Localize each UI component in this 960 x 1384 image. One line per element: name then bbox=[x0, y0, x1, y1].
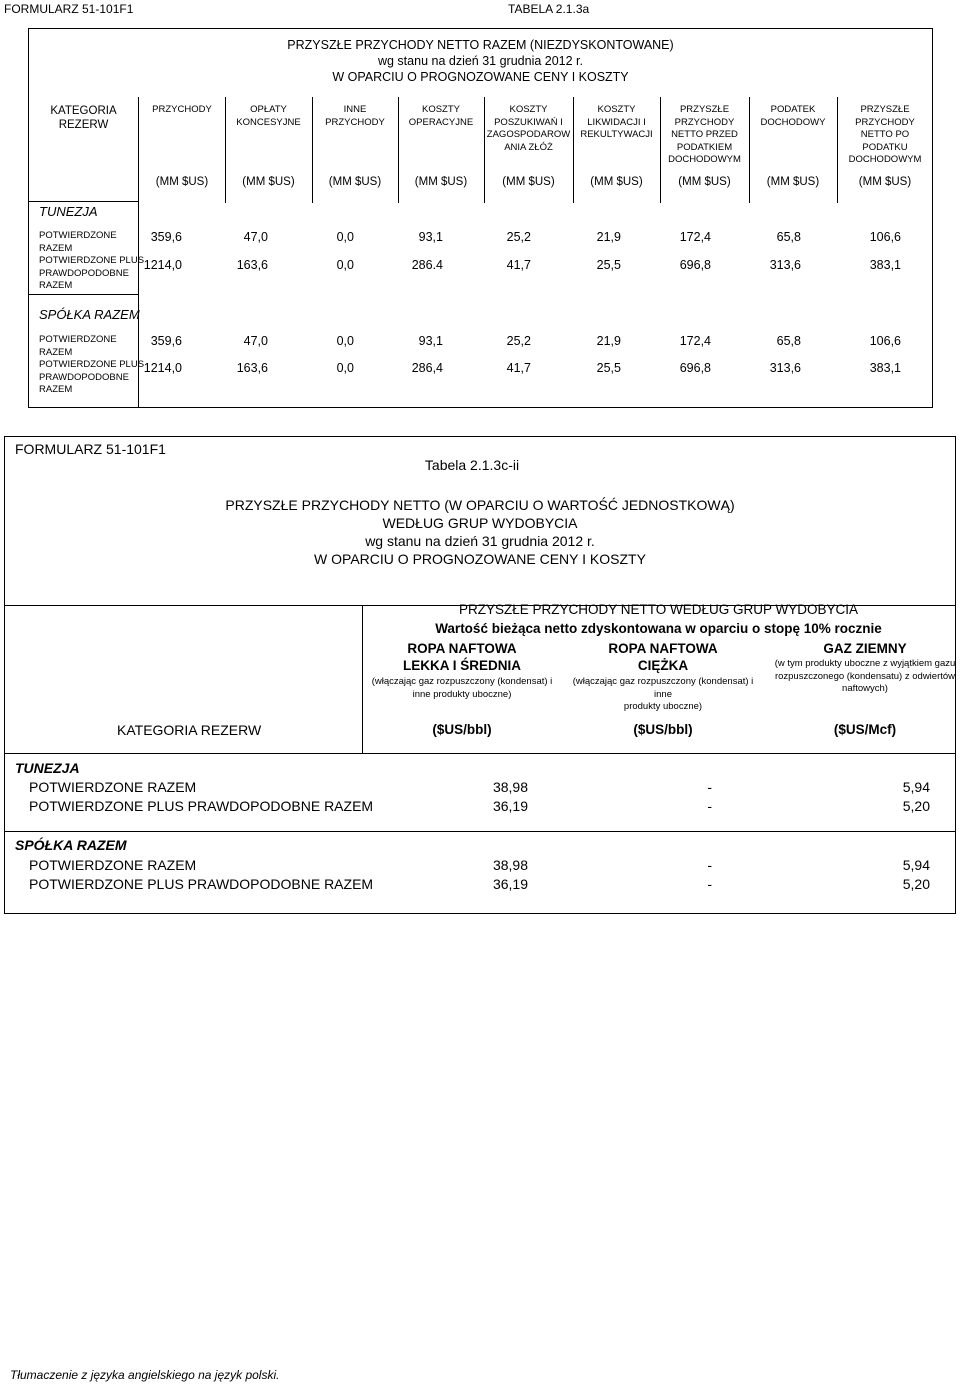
value-cell: 36,19 bbox=[492, 798, 528, 814]
value-cell: 5,94 bbox=[902, 779, 930, 795]
value-cell: 25,5 bbox=[596, 258, 621, 272]
column-title-line: ROPA NAFTOWA bbox=[608, 641, 718, 656]
column-header bbox=[484, 104, 573, 154]
value-cell: 172,4 bbox=[679, 334, 711, 348]
row-label-line: POTWIERDZONE PLUS bbox=[39, 359, 145, 370]
value-cell: 1214,0 bbox=[143, 258, 182, 272]
value-cell: 286,4 bbox=[411, 361, 443, 375]
row-label: POTWIERDZONE RAZEM bbox=[29, 779, 197, 795]
column-unit: (MM $US) bbox=[858, 176, 912, 188]
column-header-line: LIKWIDACJI I bbox=[587, 116, 646, 128]
value-cell: 163,6 bbox=[236, 258, 268, 272]
value-cell: 0,0 bbox=[336, 258, 354, 272]
column-note-line: (włączając gaz rozpuszczony (kondensat) i bbox=[371, 676, 553, 687]
value-cell: 313,6 bbox=[769, 258, 801, 272]
column-header-line: PRZYCHODY bbox=[152, 104, 212, 115]
column-header bbox=[225, 104, 312, 129]
value-cell: 38,98 bbox=[492, 857, 528, 873]
column-header-line: NETTO PO bbox=[860, 129, 910, 140]
column-unit: (MM $US) bbox=[678, 176, 731, 188]
table-2-divider bbox=[5, 831, 955, 832]
value-cell: - bbox=[707, 779, 712, 795]
row-label-line: PRAWDOPODOBNE bbox=[39, 267, 129, 279]
value-cell: 172,4 bbox=[679, 230, 711, 244]
column-header-line: PODATEK bbox=[770, 104, 816, 115]
column-header-line: PRZYCHODY bbox=[325, 116, 385, 128]
value-cell: 0,0 bbox=[336, 361, 354, 375]
column-header-line: DOCHODOWYM bbox=[668, 154, 741, 165]
value-cell: 41,7 bbox=[506, 258, 531, 272]
column-header-line: INNE bbox=[343, 104, 367, 115]
table-number: TABELA 2.1.3a bbox=[508, 2, 590, 16]
row-label: POTWIERDZONE RAZEM bbox=[29, 857, 197, 873]
value-cell: 359,6 bbox=[150, 230, 182, 244]
column-title-line: GAZ ZIEMNY bbox=[823, 641, 907, 656]
column-unit: ($US/bbl) bbox=[633, 722, 693, 737]
column-unit: (MM $US) bbox=[502, 176, 555, 188]
column-title bbox=[362, 640, 562, 674]
value-cell: 25,5 bbox=[596, 361, 621, 375]
column-note-line: naftowych) bbox=[842, 683, 888, 694]
row-label: POTWIERDZONE PLUS PRAWDOPODOBNE RAZEM bbox=[29, 876, 374, 892]
column-header-line: PRZYSZŁE bbox=[679, 104, 730, 115]
column-unit: ($US/Mcf) bbox=[833, 722, 897, 737]
table-1-divider bbox=[29, 294, 138, 295]
table-2-title-line: W OPARCIU O PROGNOZOWANE CENY I KOSZTY bbox=[314, 551, 646, 567]
column-header-line: ANIA ZŁÓŻ bbox=[504, 141, 553, 153]
value-cell: 93,1 bbox=[418, 230, 443, 244]
form-number: FORMULARZ 51-101F1 bbox=[4, 2, 134, 16]
table-2 bbox=[4, 436, 956, 914]
row-label-line: POTWIERDZONE PLUS bbox=[39, 255, 145, 266]
table-1-title-line: W OPARCIU O PROGNOZOWANE CENY I KOSZTY bbox=[332, 70, 629, 84]
value-cell: 383,1 bbox=[869, 258, 901, 272]
category-header: KATEGORIA REZERW bbox=[117, 722, 262, 738]
table-2-form-number: FORMULARZ 51-101F1 bbox=[15, 441, 166, 457]
column-header bbox=[398, 104, 484, 129]
column-note bbox=[563, 676, 763, 714]
category-header-line: REZERW bbox=[58, 119, 109, 131]
column-header-line: POSZUKIWAŃ I bbox=[494, 116, 563, 128]
value-cell: 106,6 bbox=[869, 230, 901, 244]
column-header-line: DOCHODOWYM bbox=[848, 154, 922, 165]
column-header-line: KOSZTY bbox=[597, 104, 636, 115]
value-cell: - bbox=[707, 798, 712, 814]
column-header bbox=[312, 104, 398, 129]
column-unit: (MM $US) bbox=[155, 176, 209, 188]
column-title-line: CIĘŻKA bbox=[637, 658, 689, 673]
section-name: TUNEZJA bbox=[15, 760, 80, 776]
value-cell: 25,2 bbox=[506, 334, 531, 348]
value-cell: 313,6 bbox=[769, 361, 801, 375]
row-label-line: RAZEM bbox=[39, 242, 73, 254]
table-2-number: Tabela 2.1.3c-ii bbox=[424, 457, 520, 473]
value-cell: 1214,0 bbox=[143, 361, 182, 375]
value-cell: 0,0 bbox=[336, 334, 354, 348]
value-cell: 696,8 bbox=[679, 361, 711, 375]
column-note-line: inne produkty uboczne) bbox=[412, 688, 512, 700]
column-note-line: produkty uboczne) bbox=[623, 701, 703, 712]
column-header-line: KONCESYJNE bbox=[236, 116, 301, 128]
value-cell: 38,98 bbox=[492, 779, 528, 795]
value-cell: 696,8 bbox=[679, 258, 711, 272]
row-label bbox=[39, 334, 117, 359]
table-1 bbox=[28, 28, 933, 408]
category-header bbox=[29, 104, 138, 132]
column-header-line: NETTO PRZED bbox=[671, 129, 738, 140]
column-unit: (MM $US) bbox=[242, 176, 295, 188]
column-header-line: PODATKIEM bbox=[676, 141, 733, 153]
column-title-line: LEKKA I ŚREDNIA bbox=[402, 658, 521, 673]
section-name: SPÓŁKA RAZEM bbox=[39, 307, 140, 322]
value-cell: 106,6 bbox=[869, 334, 901, 348]
value-cell: 65,8 bbox=[776, 230, 801, 244]
column-note-line: (włączając gaz rozpuszczony (kondensat) i inne bbox=[572, 676, 754, 700]
column-header-line: PODATKU bbox=[862, 141, 908, 153]
value-cell: 359,6 bbox=[150, 334, 182, 348]
section-name: TUNEZJA bbox=[39, 204, 98, 219]
column-title bbox=[563, 640, 763, 674]
column-header bbox=[139, 104, 225, 117]
value-cell: 21,9 bbox=[596, 334, 621, 348]
row-label-line: PRAWDOPODOBNE bbox=[39, 371, 129, 383]
column-note bbox=[362, 676, 562, 701]
column-header bbox=[660, 104, 749, 167]
column-header-line: ZAGOSPODAROW bbox=[486, 129, 571, 140]
translation-note: Tłumaczenie z języka angielskiego na język polski. bbox=[10, 1368, 280, 1382]
row-label-line: POTWIERDZONE bbox=[39, 334, 117, 345]
column-unit: (MM $US) bbox=[590, 176, 643, 188]
row-label-line: RAZEM bbox=[39, 280, 73, 291]
table-1-title-line: wg stanu na dzień 31 grudnia 2012 r. bbox=[377, 54, 583, 68]
column-header-line: DOCHODOWY bbox=[760, 116, 826, 128]
column-unit: (MM $US) bbox=[414, 176, 468, 188]
column-header bbox=[837, 104, 933, 167]
column-header-line: OPERACYJNE bbox=[408, 116, 474, 128]
column-note-line: rozpuszczonego (kondensatu) z odwiertów bbox=[774, 670, 956, 682]
row-label-line: RAZEM bbox=[39, 346, 73, 358]
table-2-title-line: wg stanu na dzień 31 grudnia 2012 r. bbox=[365, 533, 595, 549]
column-header-line: KOSZTY bbox=[509, 104, 548, 115]
value-cell: 93,1 bbox=[418, 334, 443, 348]
value-cell: 41,7 bbox=[506, 361, 531, 375]
value-cell: 47,0 bbox=[243, 334, 268, 348]
table-2-title-line: WEDŁUG GRUP WYDOBYCIA bbox=[382, 515, 578, 531]
table-1-title-line: PRZYSZŁE PRZYCHODY NETTO RAZEM (NIEZDYSKONTOWANE) bbox=[287, 38, 674, 52]
row-label-line: RAZEM bbox=[39, 384, 73, 395]
column-unit: (MM $US) bbox=[328, 176, 382, 188]
value-cell: 21,9 bbox=[596, 230, 621, 244]
value-cell: 163,6 bbox=[236, 361, 268, 375]
column-header-line: PRZYSZŁE bbox=[860, 104, 910, 115]
value-cell: 5,94 bbox=[902, 857, 930, 873]
row-label-line: POTWIERDZONE bbox=[39, 230, 117, 241]
value-cell: - bbox=[707, 857, 712, 873]
column-header-line: OPŁATY bbox=[250, 104, 287, 115]
value-cell: 383,1 bbox=[869, 361, 901, 375]
category-header-line: KATEGORIA bbox=[50, 105, 117, 117]
table-1-divider bbox=[29, 201, 138, 202]
column-header-line: PRZYCHODY bbox=[674, 116, 735, 128]
column-header-line: KOSZTY bbox=[421, 104, 460, 115]
value-cell: 47,0 bbox=[243, 230, 268, 244]
value-cell: 5,20 bbox=[902, 876, 930, 892]
value-cell: 36,19 bbox=[492, 876, 528, 892]
value-cell: 5,20 bbox=[902, 798, 930, 814]
table-2-title-line: PRZYSZŁE PRZYCHODY NETTO (W OPARCIU O WARTOŚĆ JEDNOSTKOWĄ) bbox=[225, 497, 735, 513]
column-note-line: (w tym produkty uboczne z wyjątkiem gazu bbox=[774, 658, 956, 669]
row-label bbox=[39, 230, 117, 255]
value-cell: 65,8 bbox=[776, 334, 801, 348]
value-cell: 25,2 bbox=[506, 230, 531, 244]
column-note bbox=[765, 658, 960, 696]
column-header bbox=[749, 104, 837, 129]
column-header-line: PRZYCHODY bbox=[855, 116, 915, 128]
table-2-divider bbox=[5, 753, 955, 754]
column-title bbox=[765, 640, 960, 657]
value-cell: - bbox=[707, 876, 712, 892]
row-label: POTWIERDZONE PLUS PRAWDOPODOBNE RAZEM bbox=[29, 798, 374, 814]
group-header: PRZYSZŁE PRZYCHODY NETTO WEDŁUG GRUP WYDOBYCIA bbox=[458, 602, 859, 617]
group-subheader: Wartość bieżąca netto zdyskontowana w oparciu o stopę 10% rocznie bbox=[435, 621, 882, 636]
value-cell: 286.4 bbox=[411, 258, 443, 272]
column-unit: ($US/bbl) bbox=[432, 722, 492, 737]
column-title-line: ROPA NAFTOWA bbox=[407, 641, 517, 656]
value-cell: 0,0 bbox=[336, 230, 354, 244]
column-header-line: REKULTYWACJI bbox=[580, 129, 653, 140]
section-name: SPÓŁKA RAZEM bbox=[15, 837, 127, 853]
column-unit: (MM $US) bbox=[766, 176, 820, 188]
column-header bbox=[573, 104, 660, 142]
